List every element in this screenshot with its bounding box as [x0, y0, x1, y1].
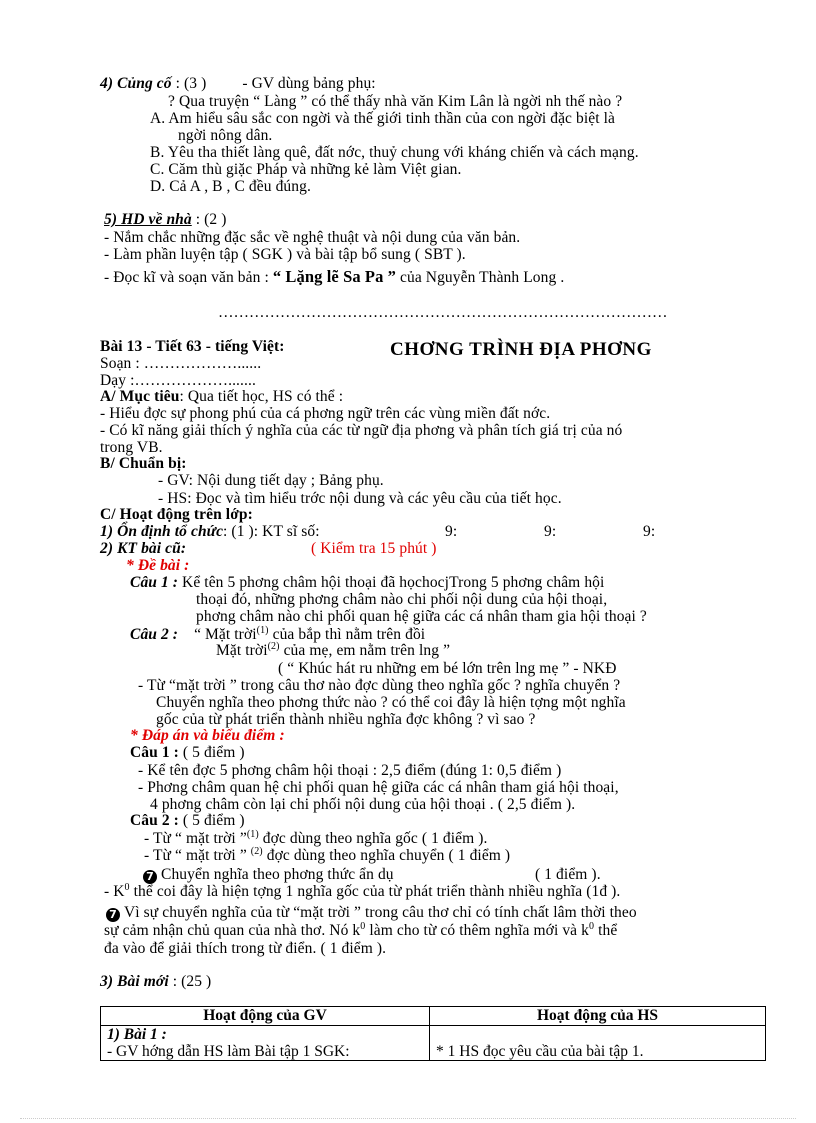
poem-sup-1: (1) [256, 624, 269, 636]
answer-2-points: ( 5 điểm ) [178, 812, 245, 829]
objective-2: - Có kĩ năng giải thích ý nghĩa của các từ ngữ địa phơng và phân tích giá trị của nó [100, 422, 623, 439]
poem-source: ( “ Khúc hát ru những em bé lớn trên lng mẹ ” - NKĐ [278, 660, 617, 677]
question-1-text: Kể tên 5 phơng châm hội thoại đã họchocjTrong 5 phơng châm hội [178, 574, 605, 591]
option-a-cont: ngời nông dân. [178, 127, 273, 144]
poem-sup-2: (2) [267, 640, 280, 652]
consolidate-heading-line [100, 75, 376, 92]
objectives-heading: A/ Mục tiêu [100, 388, 180, 405]
objectives-line [100, 388, 343, 405]
answer-2-f-3: thể [594, 922, 618, 939]
table-cell-hs [430, 1026, 766, 1061]
answer-1-label: Câu 1 : [130, 744, 179, 761]
option-c: C. Căm thù giặc Pháp và những kẻ làm Việt gian. [150, 161, 462, 178]
answer-1-points: ( 5 điểm ) [178, 744, 245, 761]
poem-line-2-text: Mặt trời [216, 642, 268, 659]
new-lesson-time: : (25 ) [168, 973, 212, 990]
poem-line-2 [216, 642, 450, 659]
answer-2-e-text: Vì sự chuyển nghĩa của từ “mặt trời ” trong câu thơ chỉ có tính chất lâm thời theo [124, 904, 637, 921]
answer-2-f-sup-1: 0 [360, 920, 366, 932]
exercise-1-hs: * 1 HS đọc yêu cầu của bài tập 1. [436, 1043, 644, 1060]
poem-line-1: “ Mặt trời [194, 626, 257, 643]
question-2-ask-2: Chuyển nghĩa theo phơng thức nào ? có thể coi đây là hiện tợng một nghĩa [156, 694, 626, 711]
answer-2-b-text: - Từ “ mặt trời ” [144, 847, 251, 864]
table-header-row [101, 1007, 766, 1026]
answer-2-b-sup: (2) [250, 845, 263, 857]
column-header-hs: Hoạt động của HS [430, 1007, 766, 1026]
exercise-1-gv: - GV hớng dẫn HS làm Bài tập 1 SGK: [107, 1043, 350, 1060]
consolidate-question: ? Qua truyện “ Làng ” có thể thấy nhà văn Kim Lân là ngời nh thế nào ? [168, 93, 623, 110]
question-2-ask-3: gốc của từ phát triển thành nhiều nghĩa đợc không ? vì sao ? [156, 711, 536, 728]
exam-heading: * Đề bài : [126, 557, 190, 574]
organize-time: : (1 ): KT sĩ số: [223, 523, 320, 540]
homework-line-3a: - Đọc kĩ và soạn văn bản : [104, 269, 273, 286]
activities-table [100, 1006, 766, 1061]
class-2: 9: [544, 523, 557, 540]
old-lesson-heading: 2) KT bài cũ: [100, 540, 187, 557]
question-1-cont-2: phơng châm nào chi phối quan hệ giữa các cá nhân tham gia hội thoại ? [196, 608, 647, 625]
prep-gv: - GV: Nội dung tiết dạy ; Bảng phụ. [158, 472, 384, 489]
bullet-icon: 7 [143, 870, 157, 884]
lesson-title: CHƠNG TRÌNH ĐỊA PHƠNG [390, 339, 652, 360]
answer-2-d-text: - K [104, 883, 125, 900]
bullet-icon: 7 [106, 908, 120, 922]
answer-2-f-2: làm cho từ có thêm nghĩa mới và k [365, 922, 589, 939]
organize-line [100, 523, 320, 540]
answer-2-f-sup-2: 0 [589, 920, 595, 932]
question-1-cont-1: thoại đó, những phơng châm nào chi phối nội dung của hội thoại, [196, 591, 608, 608]
new-lesson-line [100, 973, 211, 990]
organize-heading: 1) Ổn định tổ chức [100, 523, 224, 540]
prep-heading: B/ Chuẩn bị: [100, 455, 187, 472]
question-2-label: Câu 2 : [130, 626, 179, 643]
class-3: 9: [643, 523, 656, 540]
homework-time: : (2 ) [195, 211, 227, 228]
separator-dots: …………………………………………………………………………… [218, 304, 668, 321]
activities-heading: C/ Hoạt động trên lớp: [100, 506, 253, 523]
homework-line-3 [104, 268, 564, 286]
homework-heading-line [104, 211, 226, 228]
answer-1-b: - Phơng châm quan hệ chi phối quan hệ giữa các cá nhân tham giá hội thoại, [138, 779, 619, 796]
homework-line-1: - Nắm chắc những đặc sắc về nghệ thuật và nội dung của văn bản. [104, 229, 521, 246]
answer-1-line [130, 744, 245, 761]
consolidate-tool: - GV dùng bảng phụ: [242, 75, 376, 92]
answer-2-d-rest: thể coi đây là hiện tợng 1 nghĩa gốc của từ phát triển thành nhiều nghĩa (1đ ). [129, 883, 621, 900]
column-header-gv: Hoạt động của GV [101, 1007, 430, 1026]
answer-2-label: Câu 2 : [130, 812, 179, 829]
answer-2-d-sup: 0 [124, 881, 130, 893]
new-lesson-heading: 3) Bài mới [100, 973, 169, 990]
answer-2-d [104, 883, 620, 900]
homework-next-text: “ Lặng lẽ Sa Pa ” [272, 267, 397, 286]
answer-2-c-points: ( 1 điểm ). [535, 866, 601, 883]
table-row [101, 1026, 766, 1061]
soan-date: Soạn : ………………...... [100, 355, 262, 372]
homework-line-3c: của Nguyễn Thành Long . [396, 269, 565, 286]
consolidate-time: : (3 ) [175, 75, 207, 92]
answer-2-c [143, 866, 394, 884]
answer-2-line [130, 812, 245, 829]
old-lesson-note: ( Kiểm tra 15 phút ) [311, 540, 437, 557]
answer-2-a-rest: đợc dùng theo nghĩa gốc ( 1 điểm ). [258, 830, 488, 847]
answer-2-g: đa vào để giải thích trong từ điển. ( 1 điểm ). [104, 940, 387, 957]
answer-2-b-rest: đợc dùng theo nghĩa chuyển ( 1 điểm ) [262, 847, 511, 864]
exercise-1-heading: 1) Bài 1 : [107, 1026, 167, 1043]
option-a: A. Am hiểu sâu sắc con ngời và thế giới tinh thần của con ngời đặc biệt là [150, 110, 616, 127]
answer-1-a: - Kể tên đợc 5 phơng châm hội thoại : 2,5 điểm (đúng 1: 0,5 điểm ) [138, 762, 562, 779]
question-1-label: Câu 1 : [130, 574, 179, 591]
day-date: Dạy :………………....... [100, 372, 256, 389]
answer-2-c-text: Chuyển nghĩa theo phơng thức ẩn dụ [161, 866, 394, 883]
objectives-lead: : Qua tiết học, HS có thể : [179, 388, 344, 405]
lesson-header: Bài 13 - Tiết 63 - tiếng Việt: [100, 338, 285, 355]
poem-line-1-rest: của bắp thì nằm trên đồi [268, 626, 426, 643]
poem-line-2-rest: của mẹ, em nằm trên lng ” [279, 642, 451, 659]
answer-2-a [144, 830, 488, 847]
answer-2-a-text: - Từ “ mặt trời ” [144, 830, 247, 847]
homework-line-2: - Làm phần luyện tập ( SGK ) và bài tập bổ sung ( SBT ). [104, 246, 466, 263]
class-1: 9: [445, 523, 458, 540]
objective-2-cont: trong VB. [100, 439, 163, 456]
answer-2-a-sup: (1) [246, 828, 259, 840]
page-bottom-divider [20, 1118, 796, 1119]
answer-heading: * Đáp án và biểu điểm : [130, 727, 285, 744]
option-d: D. Cả A , B , C đều đúng. [150, 178, 311, 195]
option-b: B. Yêu tha thiết làng quê, đất nớc, thuỷ chung với kháng chiến và cách mạng. [150, 144, 639, 161]
answer-2-f [104, 922, 617, 939]
question-2-ask-1: - Từ “mặt trời ” trong câu thơ nào đợc dùng theo nghĩa gốc ? nghĩa chuyển ? [138, 677, 621, 694]
prep-hs: - HS: Đọc và tìm hiểu trớc nội dung và các yêu cầu của tiết học. [158, 490, 562, 507]
answer-2-e [106, 904, 637, 922]
answer-2-b [144, 847, 510, 864]
question-1 [130, 574, 604, 591]
answer-2-f-1: sự cảm nhận chủ quan của nhà thơ. Nó k [104, 922, 361, 939]
table-cell-gv [101, 1026, 430, 1061]
objective-1: - Hiểu đợc sự phong phú của cá phơng ngữ trên các vùng miền đất nớc. [100, 405, 551, 422]
homework-heading: 5) HD về nhà [104, 211, 192, 228]
answer-1-c: 4 phơng châm còn lại chi phối nội dung của hội thoại . ( 2,5 điểm ). [150, 796, 576, 813]
consolidate-heading: 4) Củng cố [100, 75, 172, 92]
